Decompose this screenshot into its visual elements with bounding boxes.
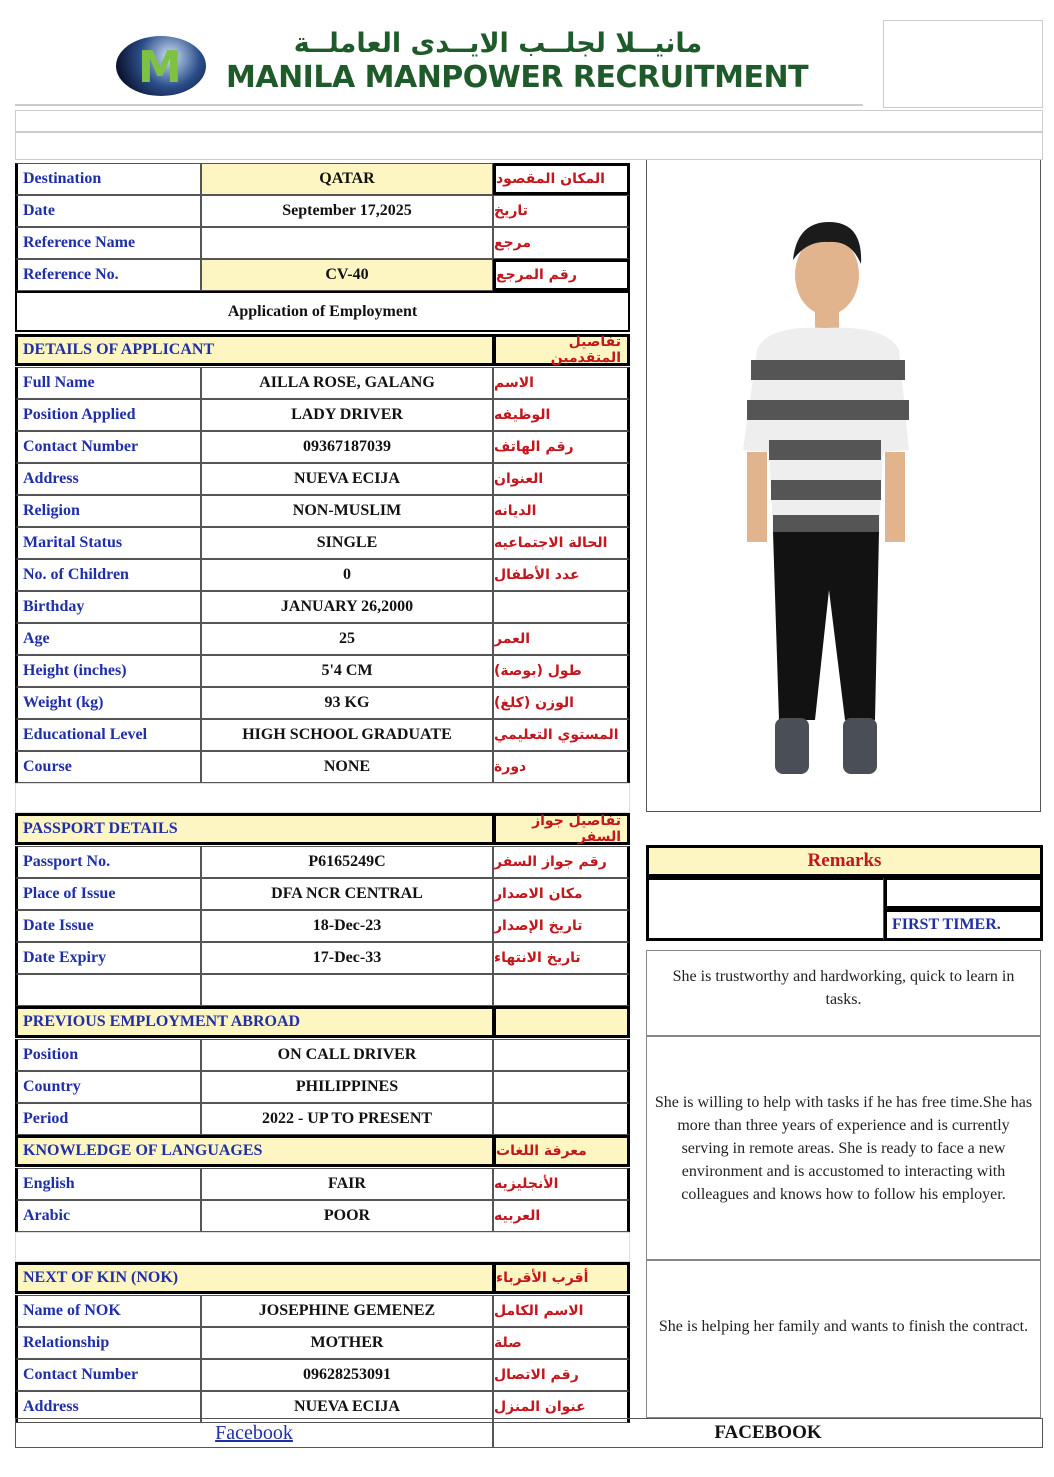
field-label-arabic-text: العربيه — [494, 1208, 541, 1224]
field-value-text: MOTHER — [310, 1334, 384, 1351]
remark-paragraph: She is willing to help with tasks if he has free time.She has more than three years of experience and is currently serving in remote areas. She is ready to face a new environment and is accustomed to interacting with colleagues and knows how to follow his employer. — [646, 1036, 1041, 1260]
field-value-text: SINGLE — [316, 534, 378, 551]
field-label-text: Destination — [23, 170, 102, 187]
field-value — [201, 1359, 493, 1391]
section-header-text: KNOWLEDGE OF LANGUAGES — [23, 1142, 263, 1159]
section-header-arabic — [493, 1135, 630, 1167]
field-label-arabic — [493, 623, 630, 655]
field-label — [15, 878, 201, 910]
field-label-arabic-text: العنوان — [494, 471, 544, 487]
field-label-text: Relationship — [23, 1334, 110, 1351]
field-label-arabic — [493, 1168, 630, 1200]
field-value-text: FAIR — [328, 1175, 366, 1192]
field-value — [201, 942, 493, 974]
applicant-status: FIRST TIMER. — [884, 909, 1043, 941]
field-label-arabic — [493, 195, 630, 227]
field-label — [15, 1359, 201, 1391]
section-header-arabic — [493, 334, 630, 366]
field-label-arabic — [493, 687, 630, 719]
field-value — [201, 1168, 493, 1200]
field-label — [15, 1168, 201, 1200]
field-label-text: Period — [23, 1110, 69, 1127]
section-header-text: PASSPORT DETAILS — [23, 820, 178, 837]
field-label-arabic — [493, 974, 630, 1006]
photo-frame — [646, 160, 1041, 812]
field-label-arabic-text: دورة — [494, 759, 527, 775]
field-value — [201, 655, 493, 687]
field-value-text: DFA NCR CENTRAL — [271, 885, 423, 902]
field-value-text: 5'4 CM — [321, 662, 373, 679]
field-label-arabic-text: رقم المرجع — [496, 267, 577, 283]
field-label — [15, 1295, 201, 1327]
field-label-text: Position Applied — [23, 406, 136, 423]
field-label — [15, 399, 201, 431]
field-label-text: Date Expiry — [23, 949, 107, 966]
field-value-text: ON CALL DRIVER — [277, 1046, 417, 1063]
section-header — [15, 334, 495, 366]
remarks-blank-cell — [884, 877, 1043, 909]
field-label — [15, 495, 201, 527]
field-value-text: NUEVA ECIJA — [294, 470, 400, 487]
field-label — [15, 751, 201, 783]
field-label — [15, 1071, 201, 1103]
field-label-text: Weight (kg) — [23, 694, 104, 711]
field-label — [15, 974, 201, 1006]
field-value — [201, 846, 493, 878]
field-label-arabic-text: الديانه — [494, 503, 537, 519]
field-label-arabic — [493, 878, 630, 910]
field-value — [201, 399, 493, 431]
field-label-text: Position — [23, 1046, 79, 1063]
field-label-text: Full Name — [23, 374, 95, 391]
gap-row — [15, 783, 630, 813]
field-label — [15, 1039, 201, 1071]
field-label — [15, 910, 201, 942]
field-label-arabic — [493, 719, 630, 751]
field-value — [201, 227, 493, 259]
field-label-text: Age — [23, 630, 50, 647]
form-title — [15, 291, 630, 332]
field-label — [15, 367, 201, 399]
company-name-arabic: مانيــلا لجلــب الايــدى العاملــة — [293, 28, 703, 59]
field-label — [15, 623, 201, 655]
section-header-arabic-text: تفاصيل المتقدمين — [550, 334, 621, 366]
field-value-text: 2022 - UP TO PRESENT — [261, 1110, 433, 1127]
field-label-text: No. of Children — [23, 566, 129, 583]
field-label-arabic — [493, 751, 630, 783]
field-label-arabic-text: الحالة الاجتماعيه — [494, 535, 608, 551]
field-value-text: 09367187039 — [303, 438, 391, 455]
field-label-arabic — [493, 1103, 630, 1135]
field-value — [201, 623, 493, 655]
field-value-text: 18-Dec-23 — [312, 917, 382, 934]
facebook-label: FACEBOOK — [493, 1418, 1043, 1448]
field-label — [15, 227, 201, 259]
field-value-text: AILLA ROSE, GALANG — [259, 374, 435, 391]
field-label-text: Address — [23, 470, 79, 487]
field-value-text: HIGH SCHOOL GRADUATE — [242, 726, 452, 743]
remark-paragraph: She is helping her family and wants to finish the contract. — [646, 1260, 1041, 1418]
field-value-text: September 17,2025 — [282, 202, 412, 219]
field-label-arabic-text: الأنجليزيه — [494, 1176, 559, 1192]
field-value — [201, 559, 493, 591]
form-title-text: Application of Employment — [227, 302, 418, 320]
field-value-text: JOSEPHINE GEMENEZ — [258, 1302, 436, 1319]
section-header-arabic-text: تفاصيل جواز السفر — [532, 813, 621, 845]
field-label-arabic-text: الوظيفه — [494, 407, 551, 423]
grid-row — [15, 110, 1043, 132]
field-label-text: Height (inches) — [23, 662, 127, 679]
section-header-arabic — [493, 813, 630, 845]
field-value-text: 09628253091 — [303, 1366, 391, 1383]
field-value — [201, 259, 493, 291]
field-value — [201, 527, 493, 559]
field-value — [201, 687, 493, 719]
field-value — [201, 1039, 493, 1071]
field-value — [201, 878, 493, 910]
field-label-arabic — [493, 431, 630, 463]
field-label-arabic — [493, 367, 630, 399]
field-value-text: LADY DRIVER — [291, 406, 403, 423]
field-value-text: P6165249C — [308, 853, 386, 870]
field-value — [201, 195, 493, 227]
section-header-arabic — [493, 1006, 630, 1038]
field-value-text: CV-40 — [325, 266, 369, 283]
field-value — [201, 1071, 493, 1103]
gap-row — [15, 1232, 630, 1262]
field-label-text: Place of Issue — [23, 885, 116, 902]
field-label-arabic-text: المستوي التعليمي — [494, 727, 619, 743]
field-value — [201, 495, 493, 527]
field-value — [201, 163, 493, 195]
field-label-text: Contact Number — [23, 438, 139, 455]
field-value-text: 25 — [339, 630, 355, 647]
header-divider — [15, 104, 863, 106]
field-label-arabic-text: الاسم الكامل — [494, 1303, 584, 1319]
remarks-header: Remarks — [646, 845, 1043, 877]
field-value — [201, 1327, 493, 1359]
field-label-arabic — [493, 227, 630, 259]
field-label — [15, 559, 201, 591]
remarks-blank — [646, 877, 884, 941]
field-label-arabic-text: طول (بوصة) — [494, 663, 582, 679]
field-label-arabic — [493, 1327, 630, 1359]
field-value-text: 93 KG — [324, 694, 370, 711]
field-label-text: Contact Number — [23, 1366, 139, 1383]
field-label-arabic — [493, 591, 630, 623]
field-value — [201, 591, 493, 623]
field-label — [15, 1200, 201, 1232]
field-value-text: JANUARY 26,2000 — [280, 598, 414, 615]
section-header-text: NEXT OF KIN (NOK) — [23, 1269, 179, 1286]
company-name: MANILA MANPOWER RECRUITMENT — [226, 60, 809, 95]
field-value — [201, 1103, 493, 1135]
field-label-text: Reference Name — [23, 234, 136, 251]
section-header-text: DETAILS OF APPLICANT — [23, 341, 215, 358]
field-label-arabic — [493, 1200, 630, 1232]
field-label-arabic — [493, 655, 630, 687]
facebook-link[interactable]: Facebook — [215, 1421, 293, 1444]
field-value — [201, 1200, 493, 1232]
field-value-text: 0 — [343, 566, 351, 583]
field-value-text: NON-MUSLIM — [292, 502, 402, 519]
field-label — [15, 719, 201, 751]
field-label-text: English — [23, 1175, 75, 1192]
field-label-text: Marital Status — [23, 534, 123, 551]
field-label-arabic — [493, 846, 630, 878]
field-label — [15, 687, 201, 719]
field-label — [15, 259, 201, 291]
section-header — [15, 813, 495, 845]
field-value — [201, 719, 493, 751]
field-label-arabic-text: رقم جواز السفر — [494, 854, 607, 870]
field-label — [15, 1103, 201, 1135]
section-header-text: PREVIOUS EMPLOYMENT ABROAD — [23, 1013, 301, 1030]
grid-top-right — [883, 20, 1043, 108]
field-label-arabic — [493, 942, 630, 974]
field-label — [15, 655, 201, 687]
field-label-arabic-text: عنوان المنزل — [494, 1399, 586, 1415]
field-label-arabic-text: مرجع — [494, 235, 532, 251]
field-value — [201, 974, 493, 1006]
field-label-arabic-text: مكان الاصدار — [494, 886, 583, 902]
section-header — [15, 1135, 495, 1167]
applicant-photo — [647, 160, 1042, 812]
field-label-arabic — [493, 559, 630, 591]
field-label — [15, 846, 201, 878]
field-label-arabic — [493, 399, 630, 431]
facebook-link-cell — [15, 1418, 493, 1448]
field-label — [15, 463, 201, 495]
field-label — [15, 431, 201, 463]
field-label-arabic — [493, 527, 630, 559]
field-value-text: 17-Dec-33 — [312, 949, 382, 966]
field-label-arabic — [493, 1071, 630, 1103]
section-header — [15, 1262, 495, 1294]
field-label — [15, 591, 201, 623]
section-header — [15, 1006, 495, 1038]
field-label-arabic — [493, 259, 630, 291]
field-label-text: Arabic — [23, 1207, 71, 1224]
field-value — [201, 367, 493, 399]
field-label-arabic-text: تاريخ الإصدار — [494, 918, 583, 934]
field-label-arabic-text: عدد الأطفال — [494, 567, 580, 583]
grid-row — [15, 132, 1043, 160]
field-value-text: QATAR — [319, 170, 375, 187]
field-label-arabic — [493, 1295, 630, 1327]
field-label-arabic-text: الاسم — [494, 375, 534, 391]
field-label-arabic-text: العمر — [494, 631, 531, 647]
field-label-arabic-text: صلة — [494, 1335, 522, 1351]
field-label-text: Educational Level — [23, 726, 148, 743]
field-label-arabic-text: تاريخ — [494, 203, 528, 219]
field-value — [201, 1295, 493, 1327]
field-value-text: POOR — [323, 1207, 371, 1224]
field-label-text: Date Issue — [23, 917, 94, 934]
field-value — [201, 431, 493, 463]
field-label-arabic-text: الوزن (كلغ) — [494, 695, 574, 711]
field-label-text: Reference No. — [23, 266, 119, 283]
field-value — [201, 751, 493, 783]
field-label-arabic — [493, 910, 630, 942]
field-label-text: Address — [23, 1398, 79, 1415]
field-label-arabic — [493, 163, 630, 195]
field-label-arabic — [493, 1359, 630, 1391]
field-label-arabic — [493, 495, 630, 527]
field-label-arabic-text: رقم الاتصال — [494, 1367, 579, 1383]
field-label-arabic — [493, 1039, 630, 1071]
field-label-text: Religion — [23, 502, 80, 519]
section-header-arabic-text: معرفة اللغات — [496, 1143, 587, 1159]
field-label-arabic-text: تاريخ الانتهاء — [494, 950, 581, 966]
field-label — [15, 1327, 201, 1359]
field-label-text: Passport No. — [23, 853, 111, 870]
field-label-arabic — [493, 463, 630, 495]
field-value-text: NONE — [323, 758, 371, 775]
field-value — [201, 463, 493, 495]
field-label-text: Birthday — [23, 598, 85, 615]
company-logo: M — [116, 36, 206, 96]
field-label-text: Course — [23, 758, 72, 775]
field-label — [15, 163, 201, 195]
field-label — [15, 527, 201, 559]
field-value-text: PHILIPPINES — [295, 1078, 399, 1095]
field-label-text: Name of NOK — [23, 1302, 121, 1319]
section-header-arabic — [493, 1262, 630, 1294]
remark-paragraph: She is trustworthy and hardworking, quick to learn in tasks. — [646, 950, 1041, 1036]
field-label — [15, 942, 201, 974]
field-label-arabic-text: رقم الهاتف — [494, 439, 574, 455]
section-header-arabic-text: أقرب الأقرباء — [496, 1270, 589, 1286]
field-value — [201, 910, 493, 942]
field-label-text: Country — [23, 1078, 81, 1095]
field-label-arabic-text: المكان المقصود — [496, 171, 605, 187]
field-label — [15, 195, 201, 227]
field-value-text: NUEVA ECIJA — [294, 1398, 400, 1415]
field-label-text: Date — [23, 202, 55, 219]
